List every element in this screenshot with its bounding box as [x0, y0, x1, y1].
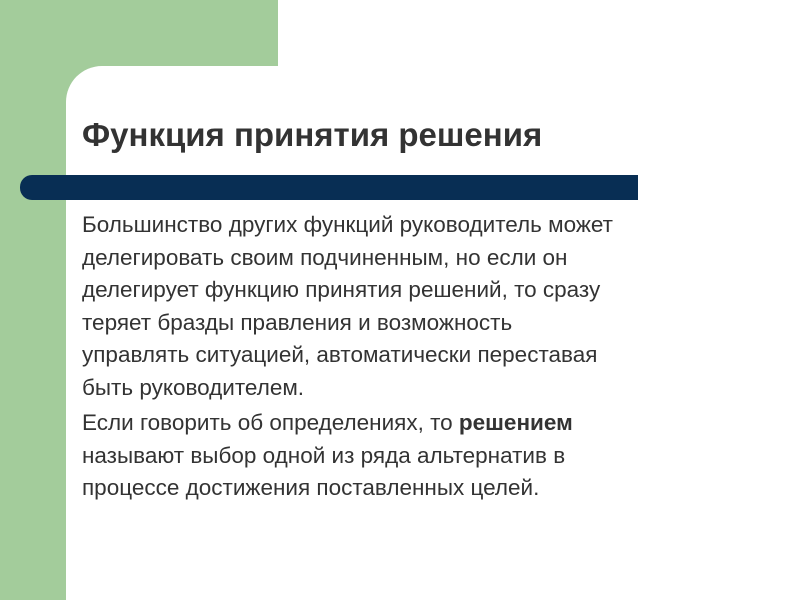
definition-term: решением — [458, 410, 573, 435]
text-line: быть руководителем. — [82, 374, 305, 400]
text-line — [82, 407, 772, 440]
text-line: теряет бразды правления и возможность — [82, 309, 513, 335]
text-line: Большинство других функций руководитель может — [82, 212, 613, 237]
slide-body — [82, 209, 772, 505]
paragraph-definition — [82, 407, 772, 505]
text-line: называют выбор одной из ряда альтернатив в — [82, 442, 566, 468]
text-line: делегировать своим подчиненным, но если он — [82, 244, 568, 270]
title-underline-bar — [20, 175, 638, 200]
text-line: управлять ситуацией, автоматически переставая — [82, 342, 598, 367]
paragraph-delegation — [82, 209, 772, 404]
text-line: делегирует функцию принятия решений, то сразу — [82, 277, 601, 302]
text-line: процессе достижения поставленных целей. — [82, 475, 540, 500]
slide-title: Функция принятия решения — [82, 116, 543, 153]
definition-intro-text: Если говорить об определениях, то — [82, 410, 459, 435]
